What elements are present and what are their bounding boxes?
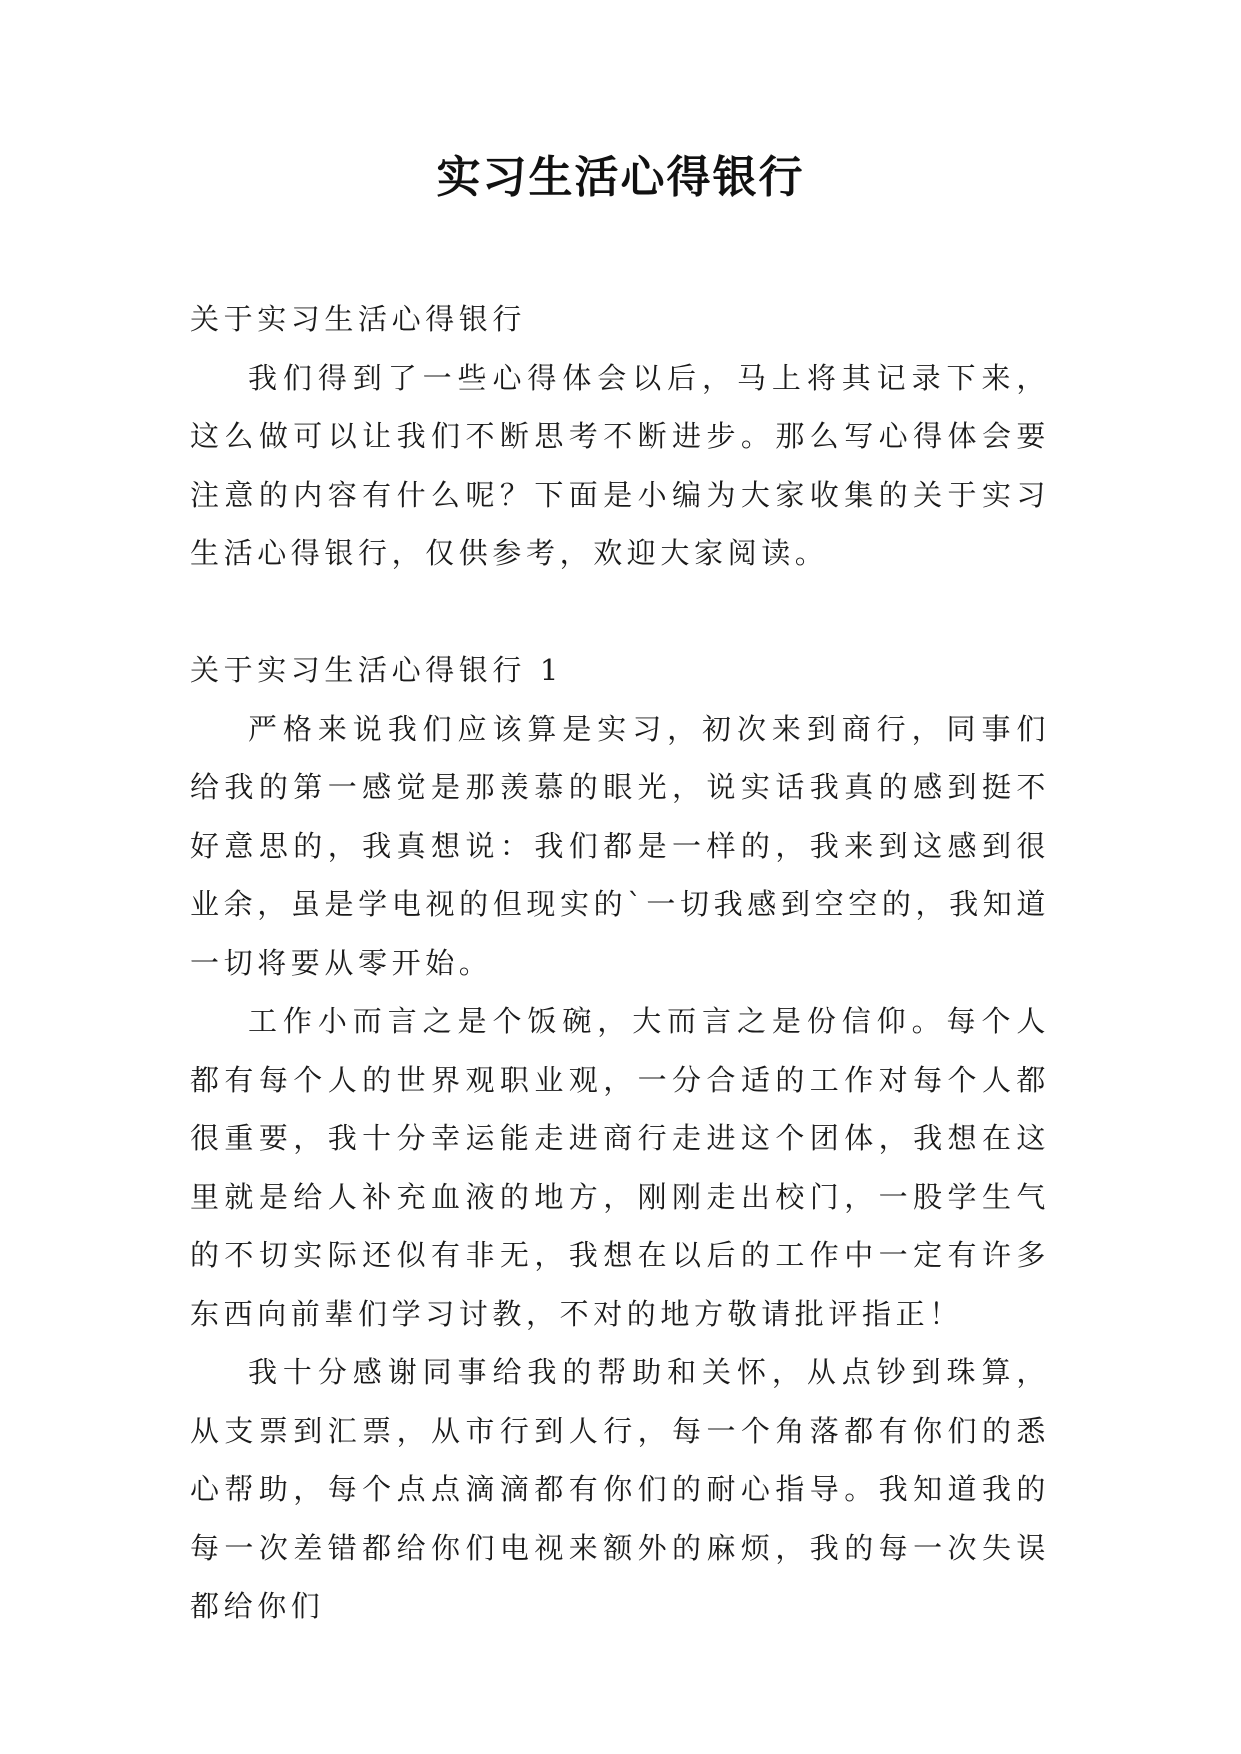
section-spacer xyxy=(190,583,1050,642)
document-title: 实习生活心得银行 xyxy=(436,152,805,203)
section-1 xyxy=(190,641,1050,1636)
paragraph: 我十分感谢同事给我的帮助和关怀，从点钞到珠算，从支票到汇票，从市行到人行，每一个角落都有你们的悉心帮助，每个点点滴滴都有你们的耐心指导。我知道我的每一次差错都给你们电视来额外的麻烦，我的每一次失误都给你们 xyxy=(190,1355,1050,1623)
paragraph: 严格来说我们应该算是实习，初次来到商行，同事们给我的第一感觉是那羡慕的眼光，说实话我真的感到挺不好意思的，我真想说：我们都是一样的，我来到这感到很业余，虽是学电视的但现实的`一切我感到空空的，我知道一切将要从零开始。 xyxy=(190,711,1050,980)
paragraph: 我们得到了一些心得体会以后，马上将其记录下来，这么做可以让我们不断思考不断进步。那么写心得体会要注意的内容有什么呢？下面是小编为大家收集的关于实习生活心得银行，仅供参考，欢迎大家阅读。 xyxy=(190,360,1050,570)
section-heading: 关于实习生活心得银行 1 xyxy=(190,653,563,687)
paragraph: 工作小而言之是个饭碗，大而言之是份信仰。每个人都有每个人的世界观职业观，一分合适的工作对每个人都很重要，我十分幸运能走进商行走进这个团体，我想在这里就是给人补充血液的地方，刚刚走出校门，一股学生气的不切实际还似有非无，我想在以后的工作中一定有许多东西向前辈们学习讨教，不对的地方敬请批评指正！ xyxy=(190,1004,1050,1331)
section-heading: 关于实习生活心得银行 xyxy=(190,302,527,336)
section-intro xyxy=(190,290,1050,583)
document-body xyxy=(190,290,1050,1636)
